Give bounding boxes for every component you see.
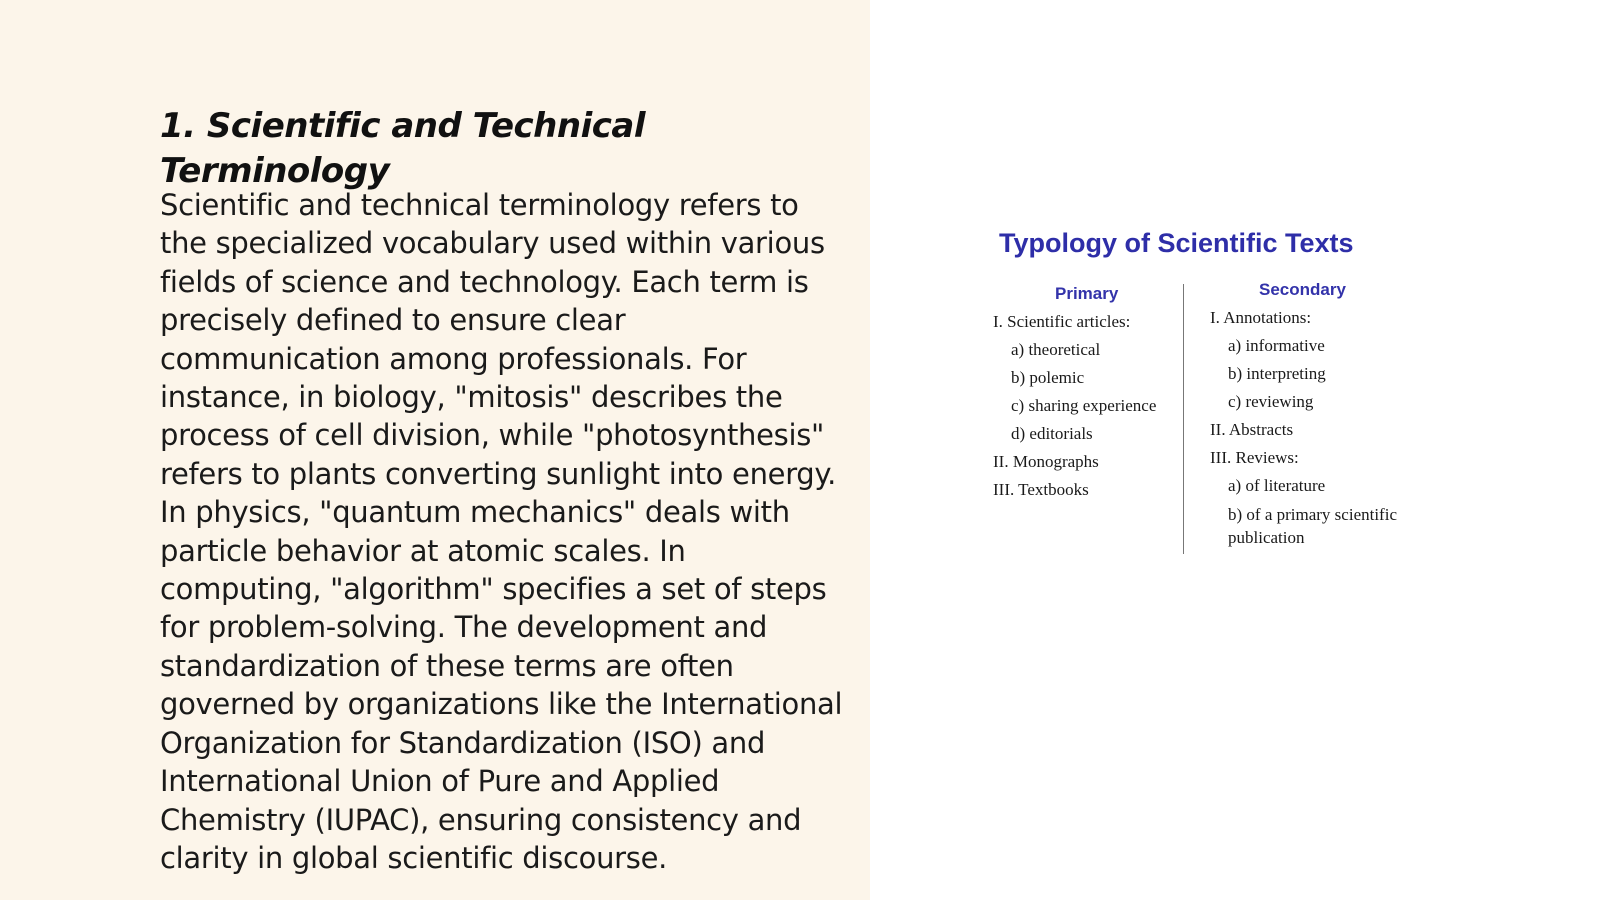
- list-item: III. Textbooks: [993, 480, 1089, 499]
- primary-column-heading: Primary: [1055, 284, 1119, 303]
- list-item: a) theoretical: [1011, 340, 1101, 359]
- secondary-column-heading: Secondary: [1259, 280, 1346, 299]
- list-item: a) informative: [1228, 336, 1325, 355]
- list-item: c) reviewing: [1228, 392, 1314, 411]
- secondary-list: [1210, 304, 1418, 549]
- slide-heading: 1. Scientific and Technical Terminology: [160, 106, 645, 191]
- primary-list: [993, 308, 1156, 504]
- list-item: b) interpreting: [1228, 364, 1326, 383]
- list-item: III. Reviews:: [1210, 448, 1299, 467]
- figure-title: Typology of Scientific Texts: [999, 228, 1354, 258]
- list-item: II. Abstracts: [1210, 420, 1294, 439]
- typology-figure: [985, 228, 1425, 558]
- column-divider: [1183, 284, 1184, 554]
- list-item: II. Monographs: [993, 452, 1099, 471]
- list-item: b) polemic: [1011, 368, 1085, 387]
- list-item: d) editorials: [1011, 424, 1093, 443]
- list-item: b) of a primary scientific publication: [1228, 505, 1397, 547]
- list-item: I. Scientific articles:: [993, 312, 1131, 331]
- list-item: a) of literature: [1228, 476, 1326, 495]
- slide-body-text: Scientific and technical terminology refers to the specialized vocabulary used within various fields of science and technology. Each term is precisely defined to ensure clear communication among professionals. For instance, in biology, "mitosis" describes the process of cell division, while "photosynthesis" refers to plants converting sunlight into energy. In physics, "quantum mechanics" deals with particle behavior at atomic scales. In computing, "algorithm" specifies a set of steps for problem-solving. The development and standardization of these terms are often governed by organizations like the International Organization for Standardization (ISO) and International Union of Pure and Applied Chemistry (IUPAC), ensuring consistency and clarity in global scientific discourse.: [160, 188, 843, 875]
- list-item: c) sharing experience: [1011, 396, 1157, 415]
- list-item: I. Annotations:: [1210, 308, 1312, 327]
